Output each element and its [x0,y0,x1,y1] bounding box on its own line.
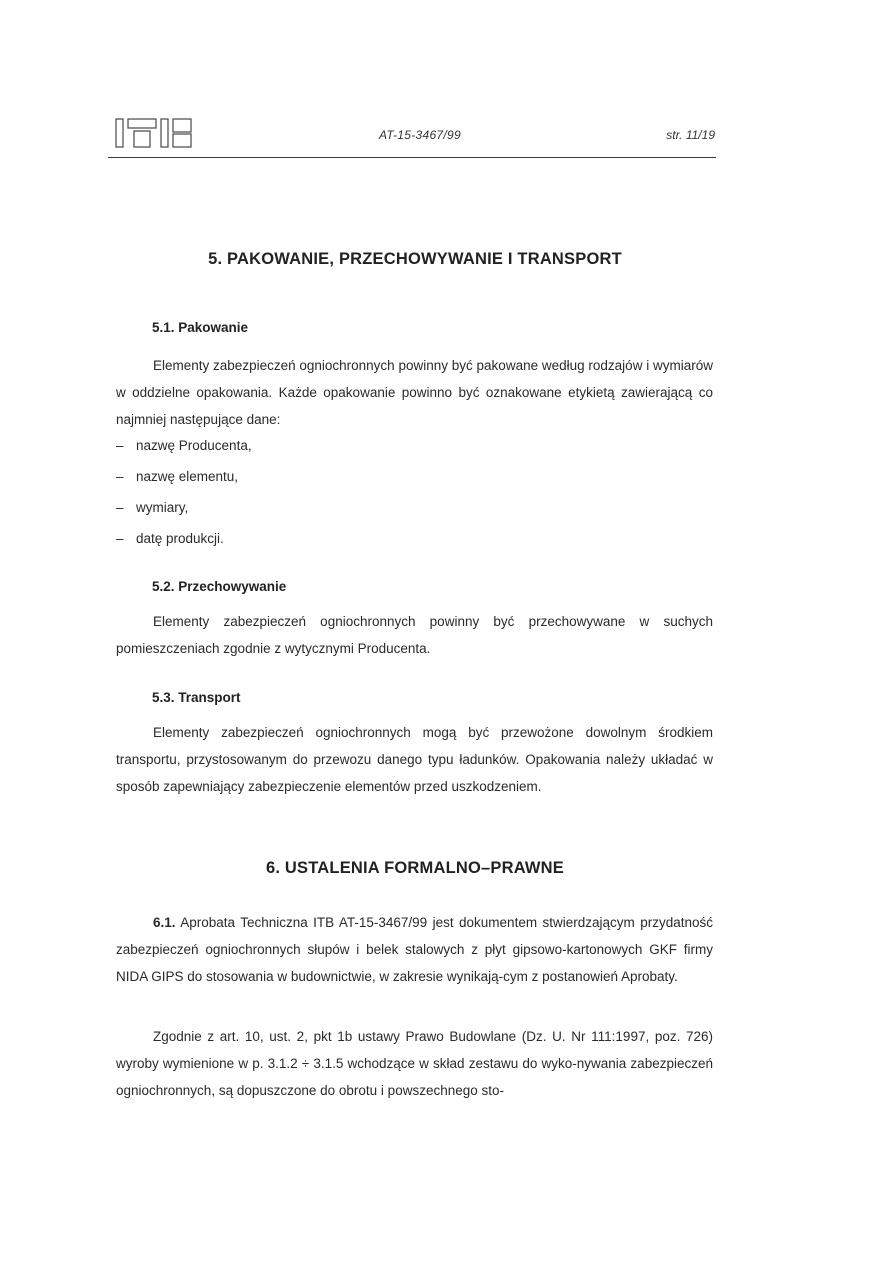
section-5-1-heading: 5.1. Pakowanie [152,320,249,335]
required-data-list [116,432,616,556]
section-6-title: 6. USTALENIA FORMALNO–PRAWNE [265,859,565,877]
section-6-paragraph-2: Zgodnie z art. 10, ust. 2, pkt 1b ustawy Prawo Budowlane (Dz. U. Nr 111:1997, poz. 726) wyroby wymienione w p. 3.1.2 ÷ 3.1.5 wchodzące w skład zestawu do wyko-nywania zabezpieczeń ogniochronnych, są dopuszczone do obrotu i powszechnego sto- [116,1029,713,1098]
section-5-2-paragraph: Elementy zabezpieczeń ogniochronnych powinny być przechowywane w suchych pomieszczeniach zgodnie z wytycznymi Producenta. [116,614,713,656]
header-divider [108,157,716,158]
list-item: – nazwę elementu, [116,469,239,484]
page-number: str. 11/19 [666,128,715,142]
section-6-1-paragraph: 6.1. Aprobata Techniczna ITB AT-15-3467/99 jest dokumentem stwierdzającym przydatność zabezpieczeń ogniochronnych słupów i belek stalowych z płyt gipsowo-kartonowych GKF firmy NIDA GIPS do stosowania w budownictwie, w zakresie wynikają-cym z postanowień Aprobaty. [116,915,713,984]
document-id: AT-15-3467/99 [379,128,461,142]
list-item: – wymiary, [116,500,189,515]
list-item: – datę produkcji. [116,531,224,546]
svg-text:ITB: ITB [115,118,117,119]
section-5-3-heading: 5.3. Transport [152,690,241,705]
itb-logo [115,118,195,148]
list-item: – nazwę Producenta, [116,438,252,453]
section-5-3-paragraph: Elementy zabezpieczeń ogniochronnych mogą być przewożone dowolnym środkiem transportu, przystosowanym do przewozu danego typu ładunków. Opakowania należy układać w sposób zapewniający zabezpieczenie elementów przed uszkodzeniem. [116,725,713,794]
section-5-title: 5. PAKOWANIE, PRZECHOWYWANIE I TRANSPORT [208,250,622,268]
section-5-1-paragraph: Elementy zabezpieczeń ogniochronnych powinny być pakowane według rodzajów i wymiarów w oddzielne opakowania. Każde opakowanie powinno być oznakowane etykietą zawierającą co najmniej następujące dane: [116,358,713,427]
section-5-2-heading: 5.2. Przechowywanie [152,579,287,594]
